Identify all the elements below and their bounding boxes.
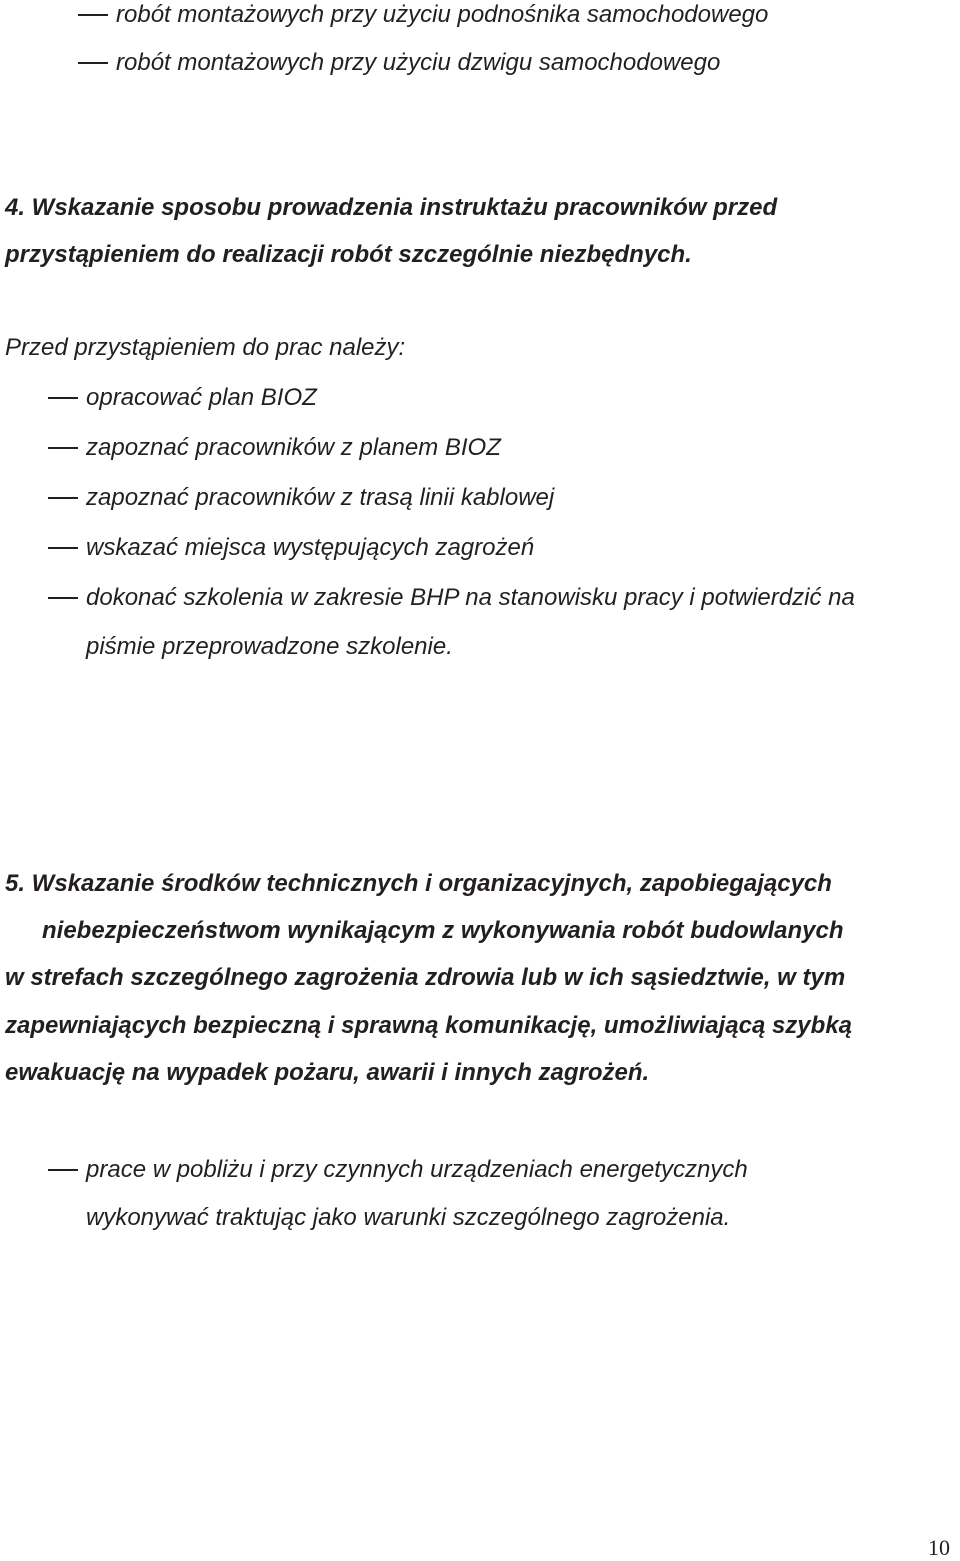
section-4-heading-line-1: 4. Wskazanie sposobu prowadzenia instruktażu pracowników przed [5, 194, 778, 221]
section-5-heading-line-1: 5. Wskazanie środków technicznych i organizacyjnych, zapobiegających [5, 870, 832, 897]
section-4-item-4: wskazać miejsca występujących zagrożeń [86, 534, 535, 561]
dash-bullet [48, 397, 78, 399]
dash-bullet [78, 62, 108, 64]
section-5-heading-line-2: niebezpieczeństwom wynikającym z wykonywania robót budowlanych [42, 917, 844, 944]
dash-bullet [48, 1169, 78, 1171]
section-5-item-1-line-1: prace w pobliżu i przy czynnych urządzeniach energetycznych [86, 1156, 748, 1183]
section-4-item-5-line-2: piśmie przeprowadzone szkolenie. [86, 633, 453, 660]
dash-bullet [48, 447, 78, 449]
section-4-item-3: zapoznać pracowników z trasą linii kablowej [86, 484, 555, 511]
section-5-heading-line-5: ewakuację na wypadek pożaru, awarii i innych zagrożeń. [5, 1059, 650, 1086]
section-4-item-1: opracować plan BIOZ [86, 384, 317, 411]
section-4-intro: Przed przystąpieniem do prac należy: [5, 334, 406, 361]
section-4-item-5-line-1: dokonać szkolenia w zakresie BHP na stanowisku pracy i potwierdzić na [86, 584, 855, 611]
section-5-item-1-line-2: wykonywać traktując jako warunki szczególnego zagrożenia. [86, 1204, 731, 1231]
section-5-heading-line-3: w strefach szczególnego zagrożenia zdrowia lub w ich sąsiedztwie, w tym [5, 964, 846, 991]
top-list-item-1: robót montażowych przy użyciu podnośnika samochodowego [116, 1, 769, 28]
dash-bullet [48, 497, 78, 499]
section-5-heading-line-4: zapewniających bezpieczną i sprawną komunikację, umożliwiającą szybką [5, 1012, 853, 1039]
page-number: 10 [928, 1535, 950, 1560]
section-4-heading-line-2: przystąpieniem do realizacji robót szczególnie niezbędnych. [5, 241, 692, 268]
dash-bullet [48, 547, 78, 549]
section-4-item-2: zapoznać pracowników z planem BIOZ [86, 434, 501, 461]
dash-bullet [78, 14, 108, 16]
dash-bullet [48, 597, 78, 599]
top-list-item-2: robót montażowych przy użyciu dzwigu samochodowego [116, 49, 721, 76]
